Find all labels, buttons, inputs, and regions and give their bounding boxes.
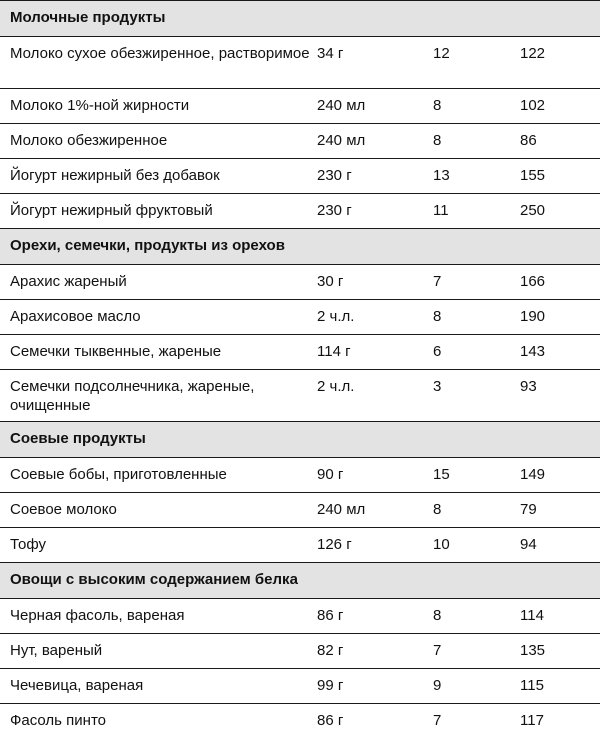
protein-value: 13 — [433, 167, 450, 184]
protein-value: 8 — [433, 97, 442, 114]
table-row — [0, 370, 600, 422]
protein-value: 9 — [433, 677, 442, 694]
serving-amount: 82 г — [317, 642, 344, 659]
food-name: Соевые бобы, приготовленные — [10, 466, 227, 483]
table-row — [0, 669, 600, 704]
calories-value: 149 — [520, 466, 546, 483]
food-name: Черная фасоль, вареная — [10, 607, 185, 624]
protein-value: 6 — [433, 343, 442, 360]
section-header: Овощи с высоким содержанием белка — [0, 563, 600, 599]
calories-value: 117 — [520, 712, 544, 729]
protein-value: 3 — [433, 378, 442, 395]
calories-value: 155 — [520, 167, 546, 184]
calories-value: 79 — [520, 501, 537, 518]
food-name: Тофу — [10, 536, 47, 553]
table-row — [0, 704, 600, 739]
protein-value: 15 — [433, 466, 450, 483]
food-name: Молоко обезжиренное — [10, 132, 168, 149]
calories-value: 94 — [520, 536, 537, 553]
protein-value: 12 — [433, 45, 450, 62]
serving-amount: 240 мл — [317, 97, 366, 114]
calories-value: 93 — [520, 378, 537, 395]
food-name: Арахисовое масло — [10, 308, 141, 325]
table-row — [0, 265, 600, 300]
protein-value: 8 — [433, 501, 442, 518]
protein-value: 11 — [433, 202, 449, 219]
table-row — [0, 634, 600, 669]
table-row — [0, 528, 600, 563]
serving-amount: 114 г — [317, 343, 351, 360]
calories-value: 86 — [520, 132, 537, 149]
calories-value: 102 — [520, 97, 546, 114]
table-row — [0, 458, 600, 493]
protein-value: 7 — [433, 642, 442, 659]
protein-value: 10 — [433, 536, 450, 553]
table-row — [0, 124, 600, 159]
serving-amount: 240 мл — [317, 501, 366, 518]
calories-value: 143 — [520, 343, 546, 360]
table-row — [0, 37, 600, 89]
food-name: Молоко сухое обезжиренное, растворимое — [10, 45, 310, 62]
section-header: Соевые продукты — [0, 422, 600, 458]
serving-amount: 90 г — [317, 466, 344, 483]
section-header: Орехи, семечки, продукты из орехов — [0, 229, 600, 265]
food-name: Молоко 1%-ной жирности — [10, 97, 190, 114]
calories-value: 190 — [520, 308, 546, 325]
calories-value: 115 — [520, 677, 544, 694]
food-name: Чечевица, вареная — [10, 677, 144, 694]
food-name: Йогурт нежирный без добавок — [10, 167, 220, 184]
table-row — [0, 599, 600, 634]
table-row — [0, 335, 600, 370]
table-row — [0, 159, 600, 194]
food-name: Нут, вареный — [10, 642, 103, 659]
food-name: Семечки подсолнечника, жареные, очищенные — [10, 378, 255, 414]
calories-value: 122 — [520, 45, 546, 62]
calories-value: 135 — [520, 642, 546, 659]
serving-amount: 230 г — [317, 167, 352, 184]
serving-amount: 86 г — [317, 712, 344, 729]
food-name: Соевое молоко — [10, 501, 117, 518]
serving-amount: 34 г — [317, 45, 344, 62]
serving-amount: 2 ч.л. — [317, 378, 355, 395]
section-header: Молочные продукты — [0, 1, 600, 37]
serving-amount: 126 г — [317, 536, 352, 553]
protein-value: 7 — [433, 712, 442, 729]
serving-amount: 30 г — [317, 273, 344, 290]
protein-value: 7 — [433, 273, 442, 290]
table-row — [0, 89, 600, 124]
food-name: Йогурт нежирный фруктовый — [10, 202, 213, 219]
table-row — [0, 493, 600, 528]
serving-amount: 99 г — [317, 677, 344, 694]
protein-value: 8 — [433, 308, 442, 325]
calories-value: 250 — [520, 202, 546, 219]
table-row — [0, 300, 600, 335]
protein-value: 8 — [433, 132, 442, 149]
serving-amount: 240 мл — [317, 132, 366, 149]
calories-value: 114 — [520, 607, 544, 624]
protein-value: 8 — [433, 607, 442, 624]
serving-amount: 86 г — [317, 607, 344, 624]
food-name: Семечки тыквенные, жареные — [10, 343, 222, 360]
food-name: Фасоль пинто — [10, 712, 106, 729]
serving-amount: 230 г — [317, 202, 352, 219]
calories-value: 166 — [520, 273, 546, 290]
table-row — [0, 194, 600, 229]
food-name: Арахис жареный — [10, 273, 127, 290]
serving-amount: 2 ч.л. — [317, 308, 355, 325]
